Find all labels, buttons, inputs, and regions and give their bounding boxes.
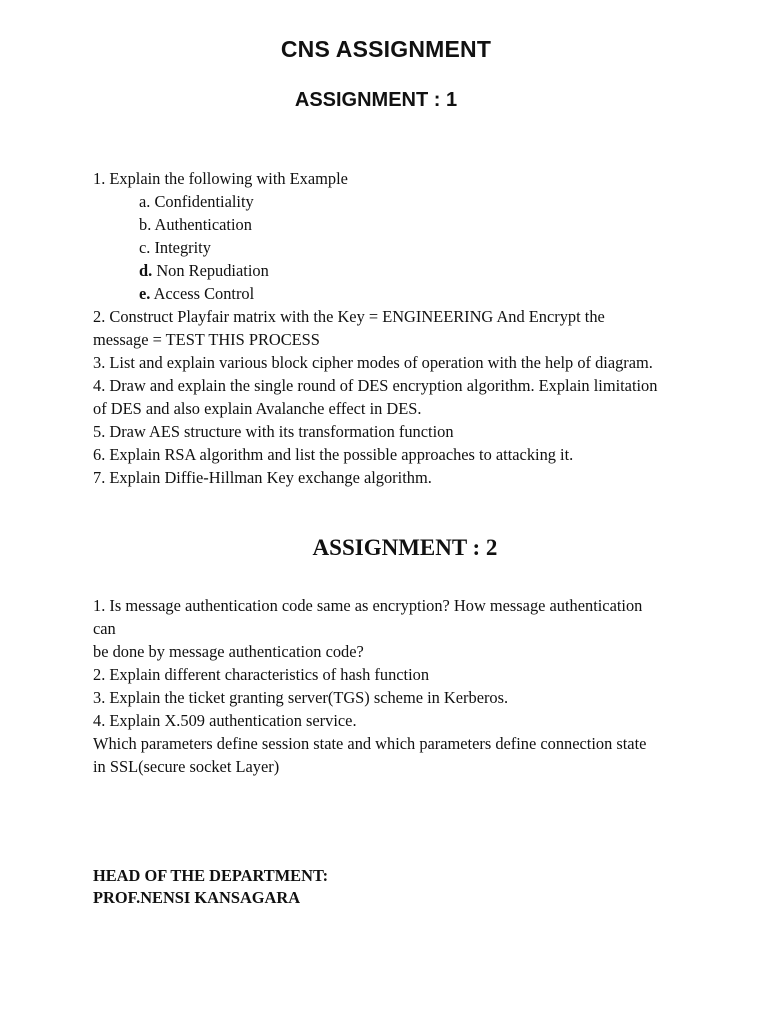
signature-name: PROF.NENSI KANSAGARA: [93, 888, 301, 907]
question-1-line-3: be done by message authentication code?: [93, 642, 364, 661]
question-7: 7. Explain Diffie-Hillman Key exchange algorithm.: [93, 468, 432, 487]
question-3: 3. List and explain various block cipher modes of operation with the help of diagram.: [93, 353, 653, 372]
question-2-line-2: message = TEST THIS PROCESS: [93, 330, 320, 349]
question-4-line-2: of DES and also explain Avalanche effect in DES.: [93, 399, 422, 418]
question-2-line-1: 2. Construct Playfair matrix with the Key = ENGINEERING And Encrypt the: [93, 307, 605, 326]
assignment-1-heading: ASSIGNMENT : 1: [294, 89, 458, 111]
signature-block: [93, 865, 328, 909]
assignment-2-heading: ASSIGNMENT : 2: [312, 535, 498, 560]
question-1-line-2: can: [93, 619, 116, 638]
sub-item-e-marker: e.: [139, 284, 151, 303]
sub-item-d-text: Non Repudiation: [152, 261, 269, 280]
sub-item-d: [93, 259, 733, 282]
question-6: 6. Explain RSA algorithm and list the possible approaches to attacking it.: [93, 445, 574, 464]
assignment-2-questions: [93, 594, 733, 778]
question-5-line-1: Which parameters define session state and which parameters define connection state: [93, 734, 647, 753]
question-3: 3. Explain the ticket granting server(TGS) scheme in Kerberos.: [93, 688, 509, 707]
question-5-line-2: in SSL(secure socket Layer): [93, 757, 280, 776]
sub-item-d-marker: d.: [139, 261, 153, 280]
question-4: 4. Explain X.509 authentication service.: [93, 711, 357, 730]
question-5: 5. Draw AES structure with its transformation function: [93, 422, 454, 441]
sub-item-e: [93, 282, 733, 305]
assignment-1-questions: [93, 167, 733, 489]
question-4-line-1: 4. Draw and explain the single round of DES encryption algorithm. Explain limitation: [93, 376, 658, 395]
question-1: 1. Explain the following with Example: [93, 169, 348, 188]
question-2: 2. Explain different characteristics of hash function: [93, 665, 430, 684]
sub-item-a: a. Confidentiality: [139, 192, 254, 211]
signature-role: HEAD OF THE DEPARTMENT:: [93, 866, 329, 885]
sub-item-e-text: Access Control: [150, 284, 255, 303]
sub-item-c: c. Integrity: [139, 238, 211, 257]
document-title: CNS ASSIGNMENT: [280, 36, 492, 62]
question-1-line-1: 1. Is message authentication code same as encryption? How message authentication: [93, 596, 643, 615]
sub-item-b: b. Authentication: [139, 215, 252, 234]
